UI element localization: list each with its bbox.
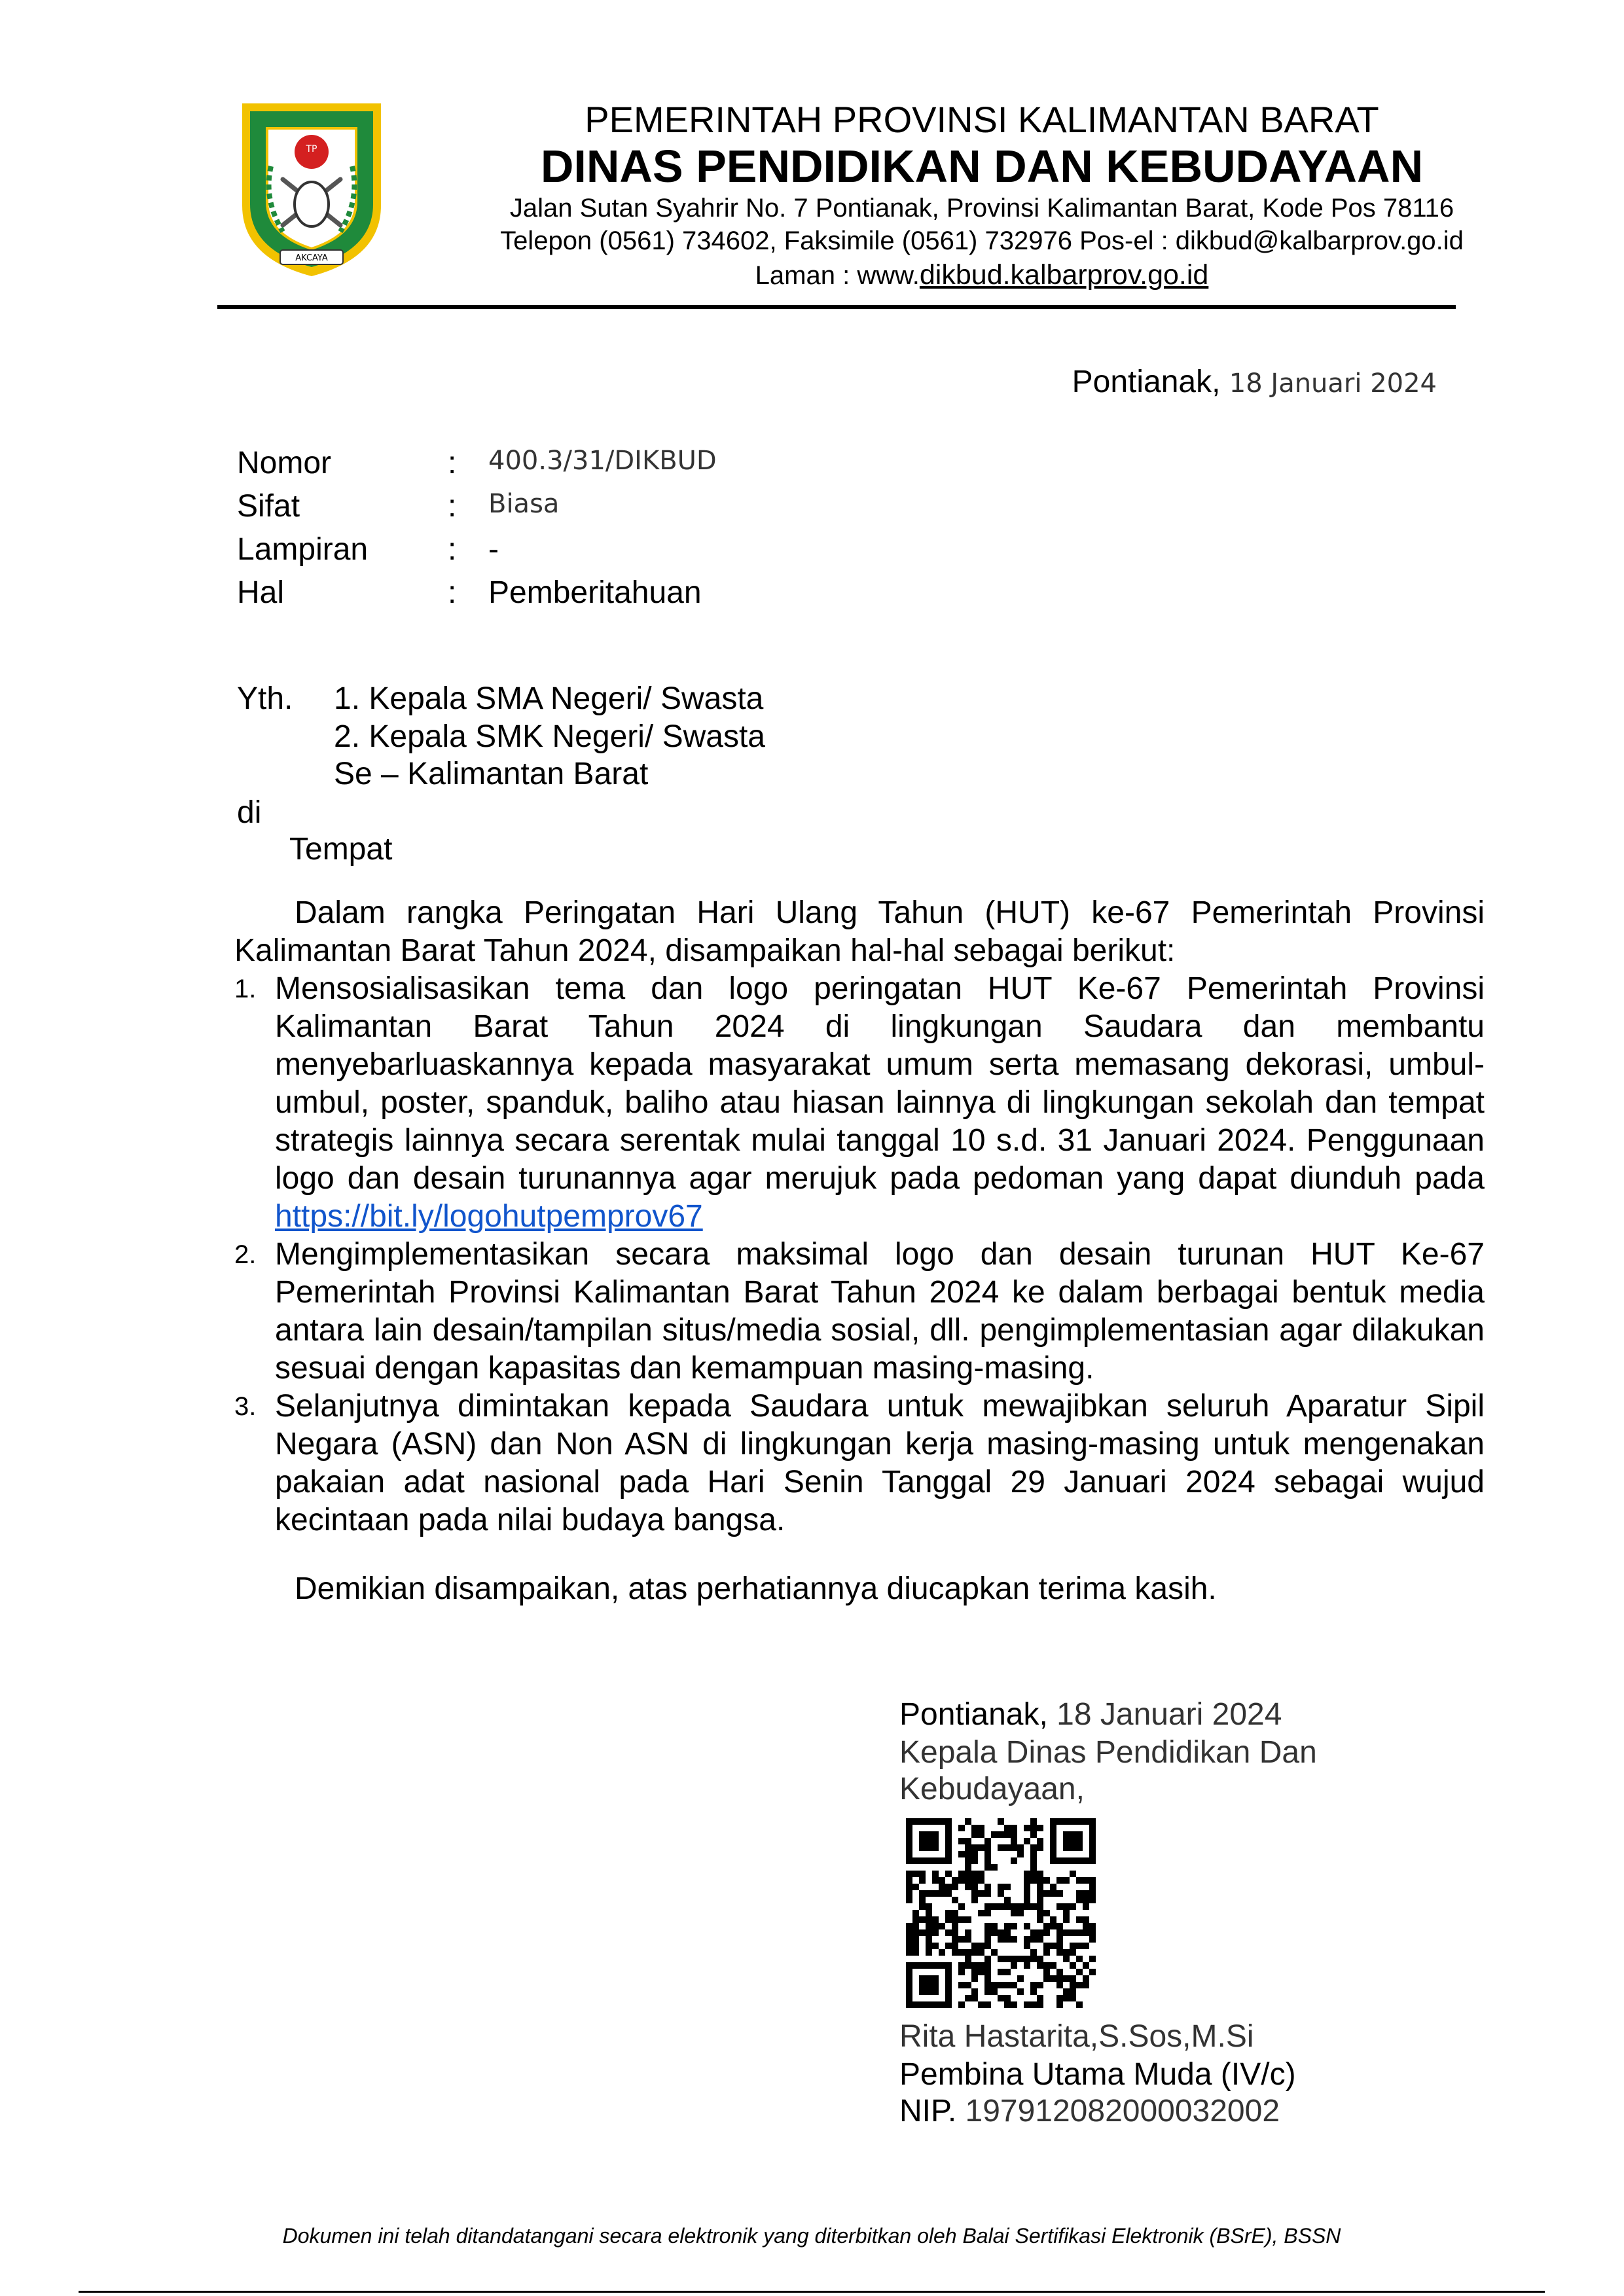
recipient-line-1: 1. Kepala SMA Negeri/ Swasta: [334, 681, 764, 716]
list-item: [234, 1236, 1485, 1388]
list-number: 2.: [234, 1240, 257, 1269]
meta-value: Pemberitahuan: [488, 575, 702, 610]
header-government: PEMERINTAH PROVINSI KALIMANTAN BARAT: [585, 99, 1379, 140]
signature-title-1: Kepala Dinas Pendidikan Dan: [899, 1735, 1317, 1770]
meta-row-lampiran: [237, 531, 1153, 575]
date-value: 18 Januari 2024: [1229, 368, 1437, 399]
website-label: Laman : www.: [755, 261, 920, 290]
list-item-text: Selanjutnya dimintakan kepada Saudara untuk mewajibkan seluruh Aparatur Sipil Negara (ASN) dan Non ASN di lingkungan kerja masing-masing untuk mengenakan pakaian adat nasional pada Hari Senin Tanggal 29 Januari 2024 sebagai wujud kecintaan pada nilai budaya bangsa.: [275, 1389, 1485, 1537]
letterhead-divider: [217, 305, 1456, 309]
meta-colon: :: [448, 575, 457, 610]
meta-label: Hal: [237, 575, 285, 610]
website-link[interactable]: dikbud.kalbarprov.go.id: [919, 259, 1209, 291]
provincial-crest-logo: [237, 94, 386, 279]
meta-label: Lampiran: [237, 532, 369, 567]
meta-label: Nomor: [237, 446, 332, 480]
electronic-signature-note: Dokumen ini telah ditandatangani secara elektronik yang diterbitkan oleh Balai Sertifikasi Elektronik (BSrE), BSSN: [282, 2224, 1341, 2248]
recipient-line-2: 2. Kepala SMK Negeri/ Swasta: [334, 719, 765, 754]
meta-label: Sifat: [237, 489, 300, 524]
signature-title-2: Kebudayaan,: [899, 1772, 1085, 1806]
signature-city: Pontianak,: [899, 1697, 1057, 1732]
header-address: Jalan Sutan Syahrir No. 7 Pontianak, Provinsi Kalimantan Barat, Kode Pos 78116: [509, 194, 1454, 223]
signatory-name: Rita Hastarita,S.Sos,M.Si: [899, 2019, 1254, 2054]
header-contact: Telepon (0561) 734602, Faksimile (0561) 732976 Pos-el : dikbud@kalbarprov.go.id: [500, 226, 1464, 255]
meta-colon: :: [448, 446, 457, 480]
meta-colon: :: [448, 489, 457, 524]
footer-divider: [79, 2291, 1545, 2293]
list-item: [234, 1388, 1485, 1539]
crest-motto-text: AKCAYA: [295, 253, 328, 263]
signatory-nip: [899, 2093, 1280, 2130]
recipient-salutation: Yth.: [237, 681, 293, 716]
signatory-rank: Pembina Utama Muda (IV/c): [899, 2057, 1296, 2092]
guideline-link[interactable]: https://bit.ly/logohutpemprov67: [275, 1199, 703, 1234]
meta-value: 400.3/31/DIKBUD: [488, 446, 717, 476]
meta-value: -: [488, 532, 499, 567]
list-number: 1.: [234, 975, 257, 1003]
qr-code: [906, 1818, 1096, 2008]
list-number: 3.: [234, 1392, 257, 1421]
header-agency: DINAS PENDIDIKAN DAN KEBUDAYAAN: [540, 141, 1424, 192]
recipient-place: Tempat: [289, 832, 393, 867]
recipient-line-3: Se – Kalimantan Barat: [334, 757, 649, 791]
signature-date-value: 18 Januari 2024: [1056, 1697, 1282, 1732]
nip-value: 197912082000032002: [965, 2094, 1280, 2128]
date-city: Pontianak,: [1072, 365, 1229, 399]
nip-label: NIP.: [899, 2094, 965, 2128]
closing-paragraph: Demikian disampaikan, atas perhatiannya diucapkan terima kasih.: [295, 1571, 1217, 1606]
crest-badge-text: TP: [306, 144, 317, 154]
meta-row-hal: [237, 575, 1153, 618]
intro-paragraph: Dalam rangka Peringatan Hari Ulang Tahun (HUT) ke-67 Pemerintah Provinsi Kalimantan Barat Tahun 2024, disampaikan hal-hal sebagai berikut:: [234, 895, 1485, 968]
signature-date: [899, 1696, 1282, 1733]
list-item: [234, 970, 1485, 1236]
meta-colon: :: [448, 532, 457, 567]
list-item-text: Mensosialisasikan tema dan logo peringatan HUT Ke-67 Pemerintah Provinsi Kalimantan Barat Tahun 2024 di lingkungan Saudara dan membantu menyebarluaskannya kepada masyarakat umum serta memasang dekorasi, umbul-umbul, poster, spanduk, baliho atau hiasan lainnya di lingkungan sekolah dan tempat strategis lainnya secara serentak mulai tanggal 10 s.d. 31 Januari 2024. Penggunaan logo dan desain turunannya agar merujuk pada pedoman yang dapat diunduh pada: [275, 971, 1485, 1196]
recipient-di: di: [237, 795, 262, 830]
meta-row-nomor: [237, 445, 1153, 488]
meta-value: Biasa: [488, 489, 560, 519]
letter-date: [1072, 364, 1437, 402]
header-website: [406, 259, 1558, 291]
meta-row-sifat: [237, 488, 1153, 531]
list-item-text: Mengimplementasikan secara maksimal logo dan desain turunan HUT Ke-67 Pemerintah Provinsi Kalimantan Barat Tahun 2024 ke dalam berbagai bentuk media antara lain desain/tampilan situs/media sosial, dll. pengimplementasian agar dilakukan sesuai dengan kapasitas dan kemampuan masing-masing.: [275, 1237, 1485, 1386]
instruction-list: [234, 970, 1485, 1539]
